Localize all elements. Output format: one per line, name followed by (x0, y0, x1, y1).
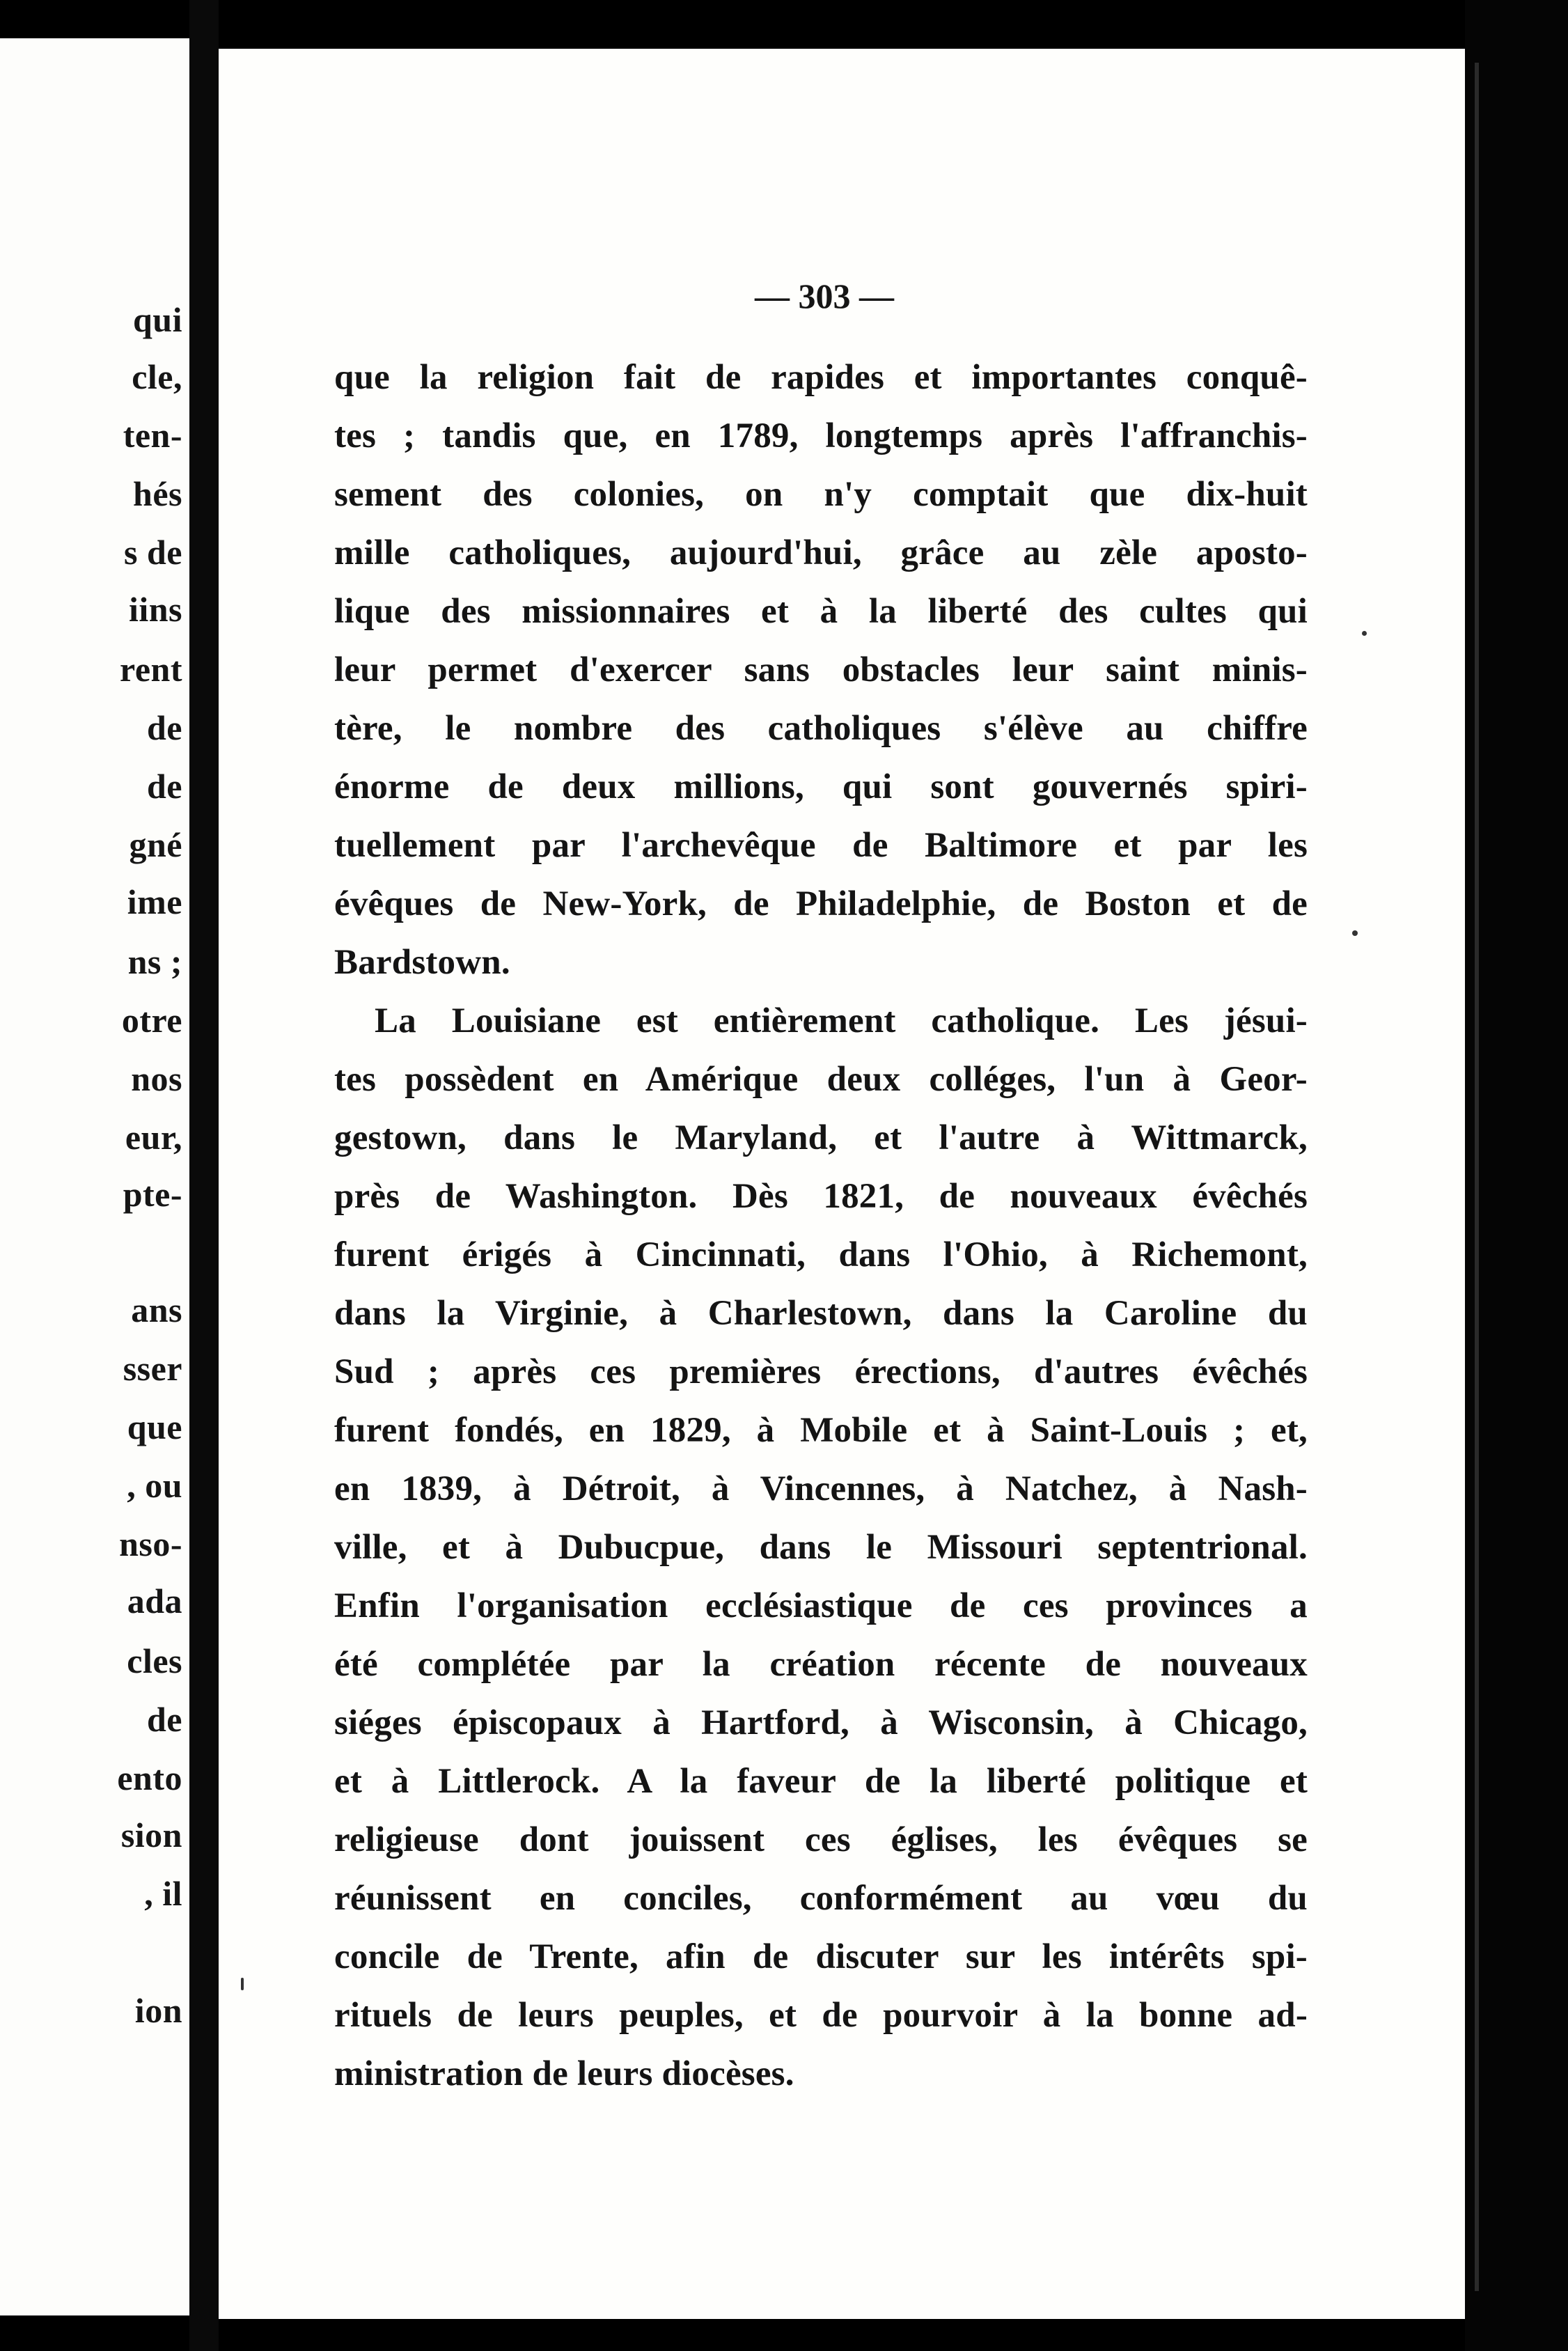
text-line: concile de Trente, afin de discuter sur les intérêts spi- (334, 1937, 1308, 1976)
page-body-text (334, 348, 1308, 2103)
text-line: été complétée par la création récente de nouveaux (334, 1645, 1308, 1684)
book-page (219, 49, 1465, 2319)
previous-page-line: ada (127, 1581, 182, 1620)
previous-page-line: qui (132, 300, 182, 339)
previous-page-line: , ou (127, 1466, 182, 1505)
previous-page-fragment (0, 38, 189, 2315)
page-edge-shadow (1465, 0, 1568, 2351)
text-line: tes ; tandis que, en 1789, longtemps après l'affranchis- (334, 416, 1308, 455)
text-line: furent fondés, en 1829, à Mobile et à Saint-Louis ; et, (334, 1411, 1308, 1450)
text-line: gestown, dans le Maryland, et l'autre à Wittmarck, (334, 1118, 1308, 1157)
text-line: Enfin l'organisation ecclésiastique de ces provinces a (334, 1586, 1308, 1625)
book-gutter (189, 0, 219, 2351)
previous-page-line: ento (117, 1758, 182, 1797)
text-line: furent érigés à Cincinnati, dans l'Ohio, à Richemont, (334, 1235, 1308, 1274)
text-line: leur permet d'exercer sans obstacles leur saint minis- (334, 650, 1308, 689)
text-line: lique des missionnaires et à la liberté des cultes qui (334, 592, 1308, 631)
previous-page-line: ime (127, 882, 182, 921)
previous-page-line: cles (127, 1641, 182, 1680)
text-line: tuellement par l'archevêque de Baltimore et par les (334, 826, 1308, 865)
text-line: ministration de leurs diocèses. (334, 2054, 794, 2093)
text-line: que la religion fait de rapides et importantes conquê- (334, 358, 1308, 397)
previous-page-line: gné (129, 825, 182, 864)
previous-page-line: eur, (125, 1118, 182, 1157)
text-line: évêques de New-York, de Philadelphie, de Boston et de (334, 884, 1308, 923)
paper-speck (1362, 631, 1367, 636)
text-line: siéges épiscopaux à Hartford, à Wisconsin, à Chicago, (334, 1703, 1308, 1742)
previous-page-line: s de (124, 533, 182, 572)
page-number: — 303 — (755, 276, 894, 315)
text-line: La Louisiane est entièrement catholique. Les jésui- (375, 1001, 1308, 1040)
previous-page-line: pte- (123, 1175, 182, 1214)
previous-page-line: iins (128, 590, 182, 629)
previous-page-line: ns ; (127, 942, 182, 981)
text-line: dans la Virginie, à Charlestown, dans la Caroline du (334, 1294, 1308, 1333)
text-line: énorme de deux millions, qui sont gouvernés spiri- (334, 767, 1308, 806)
text-line: tère, le nombre des catholiques s'élève au chiffre (334, 709, 1308, 748)
text-line: mille catholiques, aujourd'hui, grâce au zèle aposto- (334, 533, 1308, 572)
previous-page-line: cle, (132, 357, 182, 396)
text-line: rituels de leurs peuples, et de pourvoir à la bonne ad- (334, 1996, 1308, 2035)
previous-page-line: nso- (119, 1524, 182, 1563)
previous-page-line: nos (131, 1059, 182, 1098)
previous-page-line: que (127, 1407, 182, 1446)
previous-page-line: otre (121, 1001, 182, 1040)
paper-speck (1352, 930, 1358, 936)
text-line: en 1839, à Détroit, à Vincennes, à Natchez, à Nash- (334, 1469, 1308, 1508)
text-line: religieuse dont jouissent ces églises, les évêques se (334, 1820, 1308, 1859)
previous-page-line: , il (144, 1874, 182, 1913)
previous-page-line: ion (134, 1991, 182, 2030)
paper-speck (241, 1978, 244, 1990)
text-line: près de Washington. Dès 1821, de nouveaux évêchés (334, 1177, 1308, 1216)
previous-page-line: de (147, 1700, 182, 1739)
text-line: réunissent en conciles, conformément au vœu du (334, 1879, 1308, 1918)
text-line: ville, et à Dubucpue, dans le Missouri septentrional. (334, 1528, 1308, 1567)
previous-page-line: sion (120, 1815, 182, 1854)
text-line: Sud ; après ces premières érections, d'autres évêchés (334, 1352, 1308, 1391)
previous-page-line: hés (133, 474, 182, 513)
previous-page-line: sser (123, 1349, 182, 1388)
previous-page-line: de (147, 708, 182, 747)
previous-page-line: ten- (123, 416, 182, 455)
previous-page-line: de (147, 767, 182, 806)
text-line: et à Littlerock. A la faveur de la liberté politique et (334, 1762, 1308, 1801)
previous-page-line: ans (131, 1290, 182, 1329)
text-line: Bardstown. (334, 943, 510, 982)
text-line: sement des colonies, on n'y comptait que dix-huit (334, 475, 1308, 514)
previous-page-line: rent (120, 650, 182, 689)
text-line: tes possèdent en Amérique deux colléges, l'un à Geor- (334, 1060, 1308, 1099)
